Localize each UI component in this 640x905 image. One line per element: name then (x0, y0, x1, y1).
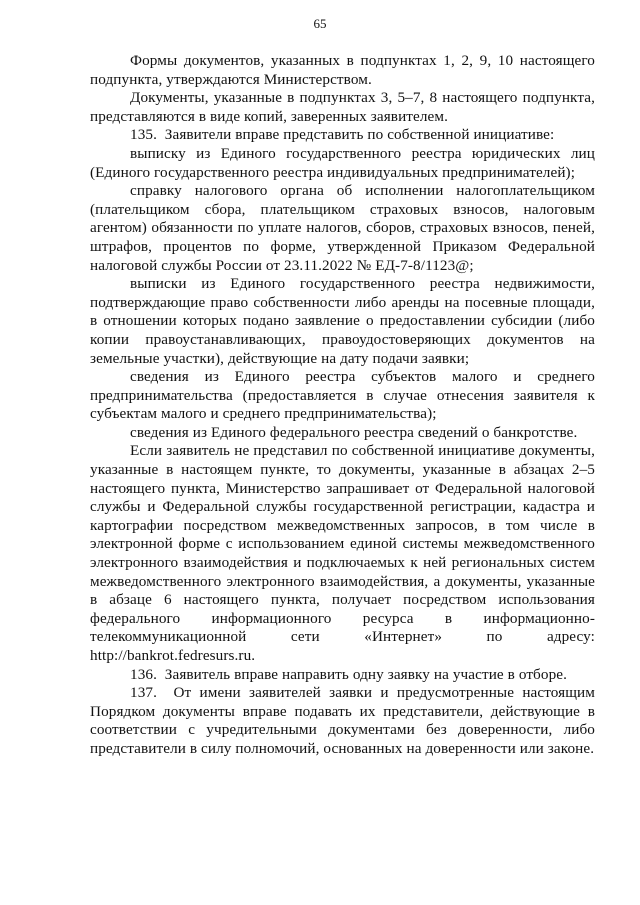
paragraph-egrn-extracts: выписки из Единого государственного реестра недвижимости, подтверждающие право собственности либо аренды на посевные площади, в отношении которых подано заявление о предоставлении субсидии (либо копии правоустанавливающих, правоудостоверяющих документов на земельные участки), действующие на дату подачи заявки; (90, 275, 595, 367)
paragraph-documents-copies: Документы, указанные в подпунктах 3, 5–7, 8 настоящего подпункта, представляются в виде копий, заверенных заявителем. (90, 89, 595, 125)
paragraph-forms-approval: Формы документов, указанных в подпунктах 1, 2, 9, 10 настоящего подпункта, утверждаются Министерством. (90, 52, 595, 88)
document-body (90, 52, 595, 759)
paragraph-137: 137. От имени заявителей заявки и предусмотренные настоящим Порядком документы вправе подавать их представители, действующие в соответствии с учредительными документами без доверенности, либо представители в силу полномочий, основанных на доверенности или законе. (90, 684, 595, 757)
page-number: 65 (313, 16, 327, 31)
paragraph-136: 136. Заявитель вправе направить одну заявку на участие в отборе. (130, 665, 568, 683)
paragraph-sme-register: сведения из Единого реестра субъектов малого и среднего предпринимательства (предоставляется в случае отнесения заявителя к субъектам малого и среднего предпринимательства); (90, 368, 595, 423)
paragraph-interagency-requests: Если заявитель не представил по собственной инициативе документы, указанные в настоящем пункте, то документы, указанные в абзацах 2–5 настоящего пункта, Министерство запрашивает от Федеральной налоговой службы и Федеральной службы государственной регистрации, кадастра и картографии посредством межведомственных запросов, в том числе в электронной форме с использованием единой системы межведомственного электронного взаимодействия и подключаемых к ней региональных систем межведомственного электронного взаимодействия, а документы, указанные в абзаце 6 настоящего пункта, получает посредством использования федерального информационного ресурса в информационно-телекоммуникационной сети «Интернет» по адресу: http://bankrot.fedresurs.ru. (90, 442, 595, 664)
paragraph-egrul-extract: выписку из Единого государственного реестра юридических лиц (Единого государственного реестра индивидуальных предпринимателей); (90, 144, 595, 181)
paragraph-bankruptcy-register: сведения из Единого федерального реестра сведений о банкротстве. (130, 423, 578, 441)
paragraph-tax-certificate: справку налогового органа об исполнении налогоплательщиком (плательщиком сбора, плательщиком страховых взносов, налоговым агентом) обязанности по уплате налогов, сборов, страховых взносов, пеней, штрафов, процентов по форме, утвержденной Приказом Федеральной налоговой службы России от 23.11.2022 № ЕД-7-8/1123@; (90, 182, 595, 274)
paragraph-135: 135. Заявители вправе представить по собственной инициативе: (130, 126, 555, 144)
